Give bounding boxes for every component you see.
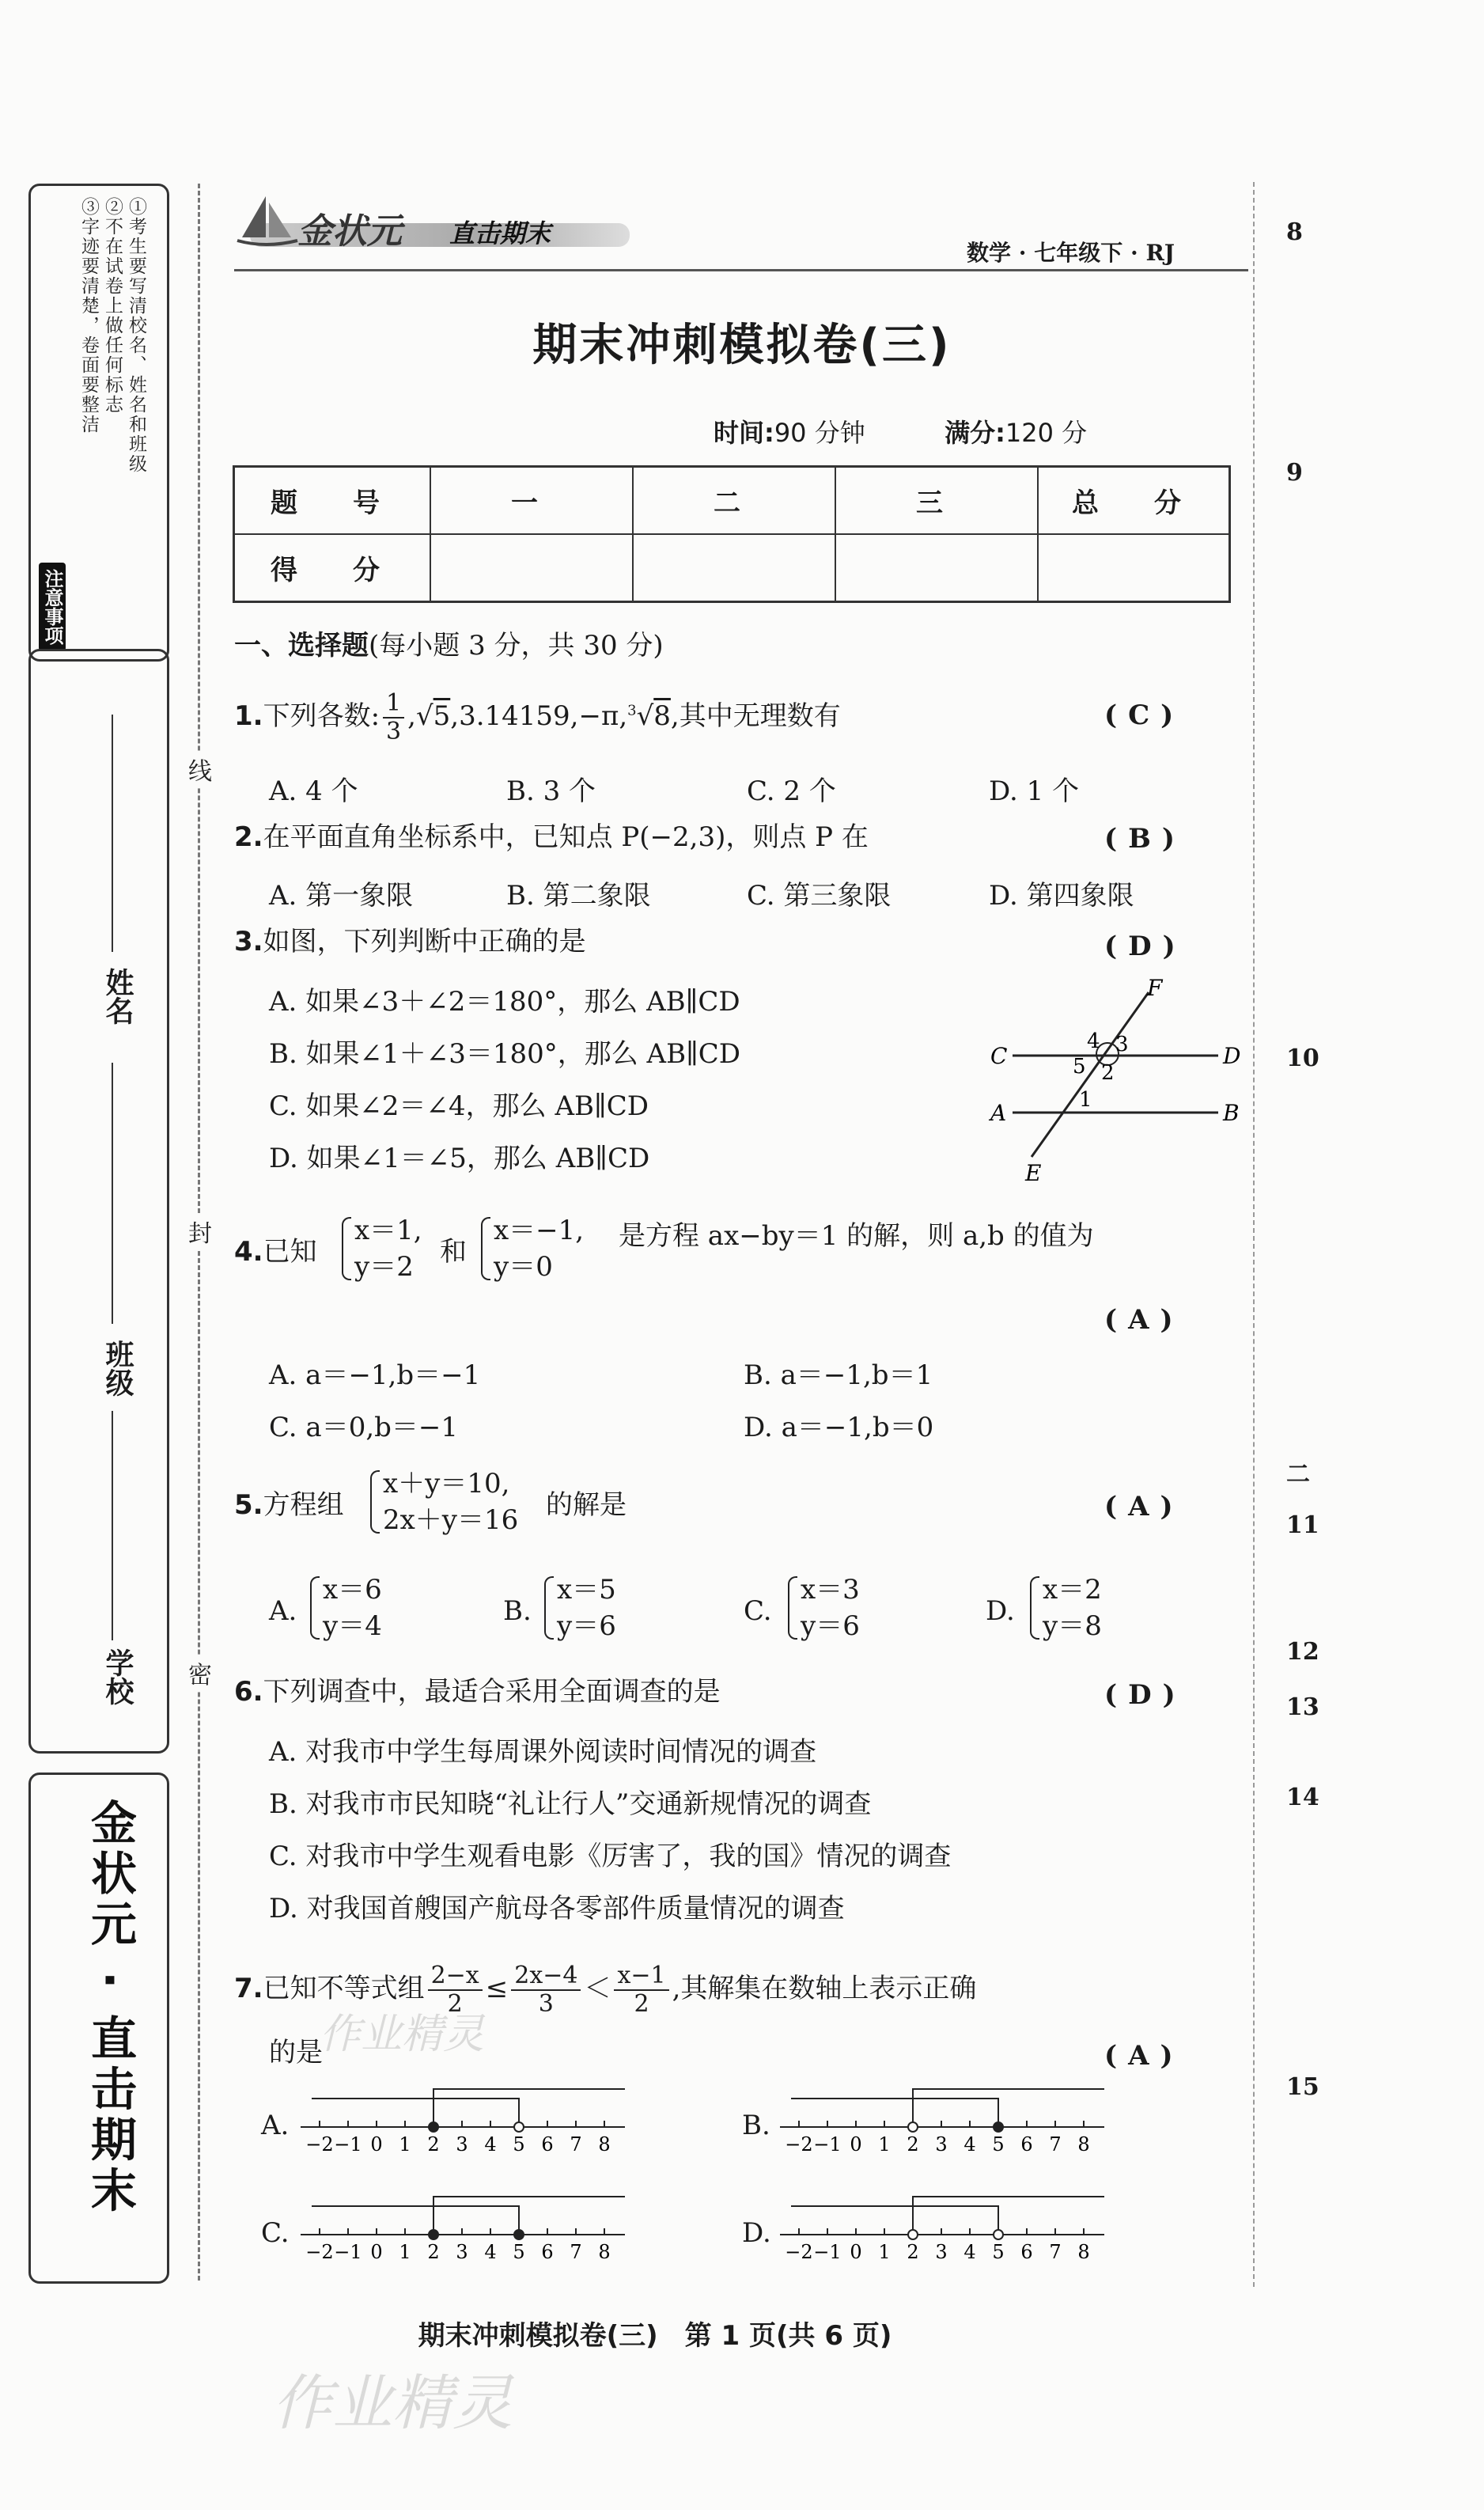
number-line-tick-label: 8 bbox=[598, 2241, 611, 2263]
figure-label-d: D bbox=[1223, 1043, 1241, 1069]
number-line-tick-label: 2 bbox=[907, 2241, 919, 2263]
right-number-15: 15 bbox=[1286, 2073, 1319, 2101]
q4-option-c[interactable]: C. a＝0,b＝−1 bbox=[269, 1412, 459, 1443]
number-line-tick-label: 0 bbox=[370, 2133, 383, 2155]
q3-option-a[interactable]: A. 如果∠3＋∠2＝180°，那么 AB∥CD bbox=[269, 986, 740, 1018]
question-1-answer: (C) bbox=[1104, 700, 1185, 731]
q5-option-a-letter[interactable]: A. bbox=[269, 1595, 297, 1627]
score-label: 满分: bbox=[945, 418, 1005, 448]
seal-word-line: 线 bbox=[188, 752, 212, 787]
logo bbox=[234, 188, 630, 260]
number-line-tick-label: 4 bbox=[484, 2133, 497, 2155]
seal-word-seal: 封 bbox=[188, 1214, 212, 1249]
q5-option-c-letter[interactable]: C. bbox=[744, 1595, 772, 1627]
section-1-note: (每小题 3 分，共 30 分) bbox=[369, 630, 664, 662]
notice-item-2: ②不在试卷上做任何标志 bbox=[102, 197, 123, 415]
number-line-tick-label: 3 bbox=[456, 2133, 468, 2155]
solution-bracket-right bbox=[312, 2099, 519, 2127]
q1-option-d[interactable]: D. 1 个 bbox=[989, 775, 1080, 807]
number-line-tick-label: −2 bbox=[305, 2241, 334, 2263]
angle-label-2: 2 bbox=[1101, 1061, 1115, 1085]
right-number-11: 11 bbox=[1286, 1511, 1319, 1539]
score-value: 120 分 bbox=[1005, 418, 1088, 448]
seal-word-secret: 密 bbox=[188, 1655, 212, 1690]
solution-bracket-right bbox=[312, 2206, 519, 2235]
question-5-stem: 5.方程组 bbox=[234, 1489, 344, 1521]
number-line-tick-label: 1 bbox=[399, 2133, 411, 2155]
score-header-cell: 三 bbox=[835, 467, 1038, 535]
q4-system-2: x＝−1, y＝0 bbox=[494, 1212, 584, 1285]
q6-option-d[interactable]: D. 对我国首艘国产航母各零部件质量情况的调查 bbox=[269, 1893, 845, 1924]
score-cell[interactable] bbox=[835, 534, 1038, 602]
score-cell[interactable] bbox=[430, 534, 633, 602]
open-endpoint bbox=[908, 2230, 918, 2239]
question-3-answer: (D) bbox=[1104, 931, 1187, 962]
number-line-tick-label: 1 bbox=[878, 2133, 891, 2155]
watermark: 作业精灵 bbox=[320, 2011, 485, 2058]
number-line-tick-label: 5 bbox=[513, 2133, 525, 2155]
q5-option-b-letter[interactable]: B. bbox=[503, 1595, 532, 1627]
right-section-2: 二 bbox=[1286, 1461, 1310, 1488]
notice-heading: 注意事项 bbox=[39, 563, 66, 651]
q7-fraction-2: $\frac{2x-4}{3}$ bbox=[511, 1962, 581, 2018]
q7-fraction-3: $\frac{x-1}{2}$ bbox=[614, 1962, 668, 2018]
q5-option-c[interactable]: x＝3 y＝6 bbox=[801, 1572, 860, 1644]
q7-option-a-letter[interactable]: A. bbox=[261, 2110, 290, 2141]
score-table-header-row bbox=[234, 467, 1230, 535]
right-number-13: 13 bbox=[1286, 1693, 1319, 1721]
q6-option-a[interactable]: A. 对我市中学生每周课外阅读时间情况的调查 bbox=[269, 1736, 817, 1768]
score-row-label: 得 分 bbox=[234, 534, 431, 602]
q6-option-b[interactable]: B. 对我市市民知晓“礼让行人”交通新规情况的调查 bbox=[269, 1788, 872, 1820]
angle-label-3: 3 bbox=[1115, 1033, 1129, 1056]
section-1-title: 一、选择题(每小题 3 分，共 30 分) bbox=[234, 630, 664, 662]
page-footer: 期末冲刺模拟卷(三) 第 1 页(共 6 页) bbox=[418, 2320, 892, 2352]
q5-option-d[interactable]: x＝2 y＝8 bbox=[1043, 1572, 1102, 1644]
q4-option-b[interactable]: B. a＝−1,b＝1 bbox=[744, 1359, 933, 1391]
fraction-one-third: $\frac{1}{3}$ bbox=[383, 690, 404, 745]
name-line[interactable] bbox=[112, 715, 113, 952]
q6-option-c[interactable]: C. 对我市中学生观看电影《厉害了，我的国》情况的调查 bbox=[269, 1841, 952, 1872]
q1-option-c[interactable]: C. 2 个 bbox=[747, 775, 836, 807]
number-line-tick-label: −1 bbox=[334, 2241, 362, 2263]
number-line-tick-label: −1 bbox=[813, 2241, 842, 2263]
question-2-stem: 2.在平面直角坐标系中，已知点 P(−2,3)，则点 P 在 bbox=[234, 821, 869, 853]
number-line-tick-label: 4 bbox=[963, 2241, 976, 2263]
open-endpoint bbox=[994, 2230, 1003, 2239]
number-line-tick-label: 5 bbox=[992, 2133, 1005, 2155]
figure-label-c: C bbox=[990, 1043, 1008, 1069]
question-7-answer: (A) bbox=[1104, 2040, 1184, 2072]
number-line-tick-label: 8 bbox=[1077, 2133, 1090, 2155]
subject-label: 数学 · 七年级下 · RJ bbox=[967, 240, 1175, 266]
number-line-tick-label: 7 bbox=[1049, 2241, 1062, 2263]
q7-option-d-number-line[interactable] bbox=[780, 2184, 1112, 2271]
q2-option-c[interactable]: C. 第三象限 bbox=[747, 880, 892, 912]
question-7-stem: 7.已知不等式组 $\frac{2-x}{2}$ ≤ $\frac{2x-4}{3}$ ＜ $\frac{x-1}{2}$ ,其解集在数轴上表示正确 bbox=[234, 1962, 977, 2018]
number-line-tick-label: 7 bbox=[570, 2241, 582, 2263]
number-line-tick-label: 3 bbox=[456, 2241, 468, 2263]
score-header-cell: 题 号 bbox=[234, 467, 431, 535]
closed-endpoint bbox=[429, 2122, 438, 2132]
school-label: 学校 bbox=[101, 1648, 134, 1705]
number-line-tick-label: 6 bbox=[1020, 2133, 1033, 2155]
notice-item-1: ①考生要写清校名、姓名和班级 bbox=[126, 197, 146, 474]
score-header-cell: 总 分 bbox=[1038, 467, 1230, 535]
closed-endpoint bbox=[514, 2230, 524, 2239]
figure-label-b: B bbox=[1223, 1100, 1240, 1126]
q7-option-b-number-line[interactable] bbox=[780, 2076, 1112, 2163]
open-endpoint bbox=[908, 2122, 918, 2132]
class-label: 班级 bbox=[101, 1340, 134, 1397]
student-info-box bbox=[28, 649, 169, 1754]
solution-bracket-right bbox=[791, 2099, 998, 2127]
logo-main-text: 金状元 bbox=[297, 211, 402, 252]
number-line-tick-label: 1 bbox=[878, 2241, 891, 2263]
number-line-tick-label: −2 bbox=[785, 2133, 813, 2155]
q4-and: 和 bbox=[440, 1236, 467, 1268]
number-line-tick-label: 0 bbox=[850, 2241, 862, 2263]
number-line-tick-label: 5 bbox=[513, 2241, 525, 2263]
q5-option-b[interactable]: x＝5 y＝6 bbox=[557, 1572, 616, 1644]
question-2-answer: (B) bbox=[1104, 823, 1186, 855]
q2-option-b[interactable]: B. 第二象限 bbox=[506, 880, 651, 912]
question-1-stem: 1.下列各数: $\frac{1}{3}$ ,√5,3.14159,−π,$^3$√8,其中无理数有 bbox=[234, 689, 841, 745]
q7-fraction-1: $\frac{2-x}{2}$ bbox=[428, 1962, 483, 2018]
notice-item-3: ③字迹要清楚，卷面要整洁 bbox=[78, 197, 99, 434]
number-line-tick-label: 8 bbox=[1077, 2241, 1090, 2263]
number-line-tick-label: 6 bbox=[1020, 2241, 1033, 2263]
number-line-tick-label: 6 bbox=[541, 2241, 554, 2263]
name-label: 姓名 bbox=[101, 968, 134, 1025]
q4-system-1: x＝1, y＝2 bbox=[354, 1212, 422, 1285]
number-line-tick-label: 0 bbox=[850, 2133, 862, 2155]
number-line-tick-label: 4 bbox=[484, 2241, 497, 2263]
score-table bbox=[233, 465, 1231, 603]
logo-sub-text: 直击期末 bbox=[449, 218, 551, 248]
q5-option-a[interactable]: x＝6 y＝4 bbox=[323, 1572, 382, 1644]
q1-option-a[interactable]: A. 4 个 bbox=[269, 775, 358, 807]
number-line-tick-label: −1 bbox=[334, 2133, 362, 2155]
question-6-answer: (D) bbox=[1104, 1679, 1187, 1711]
figure-label-a: A bbox=[990, 1100, 1007, 1126]
number-line-tick-label: 2 bbox=[427, 2133, 440, 2155]
q5-system: x＋y＝10, 2x＋y＝16 bbox=[383, 1465, 518, 1538]
number-line-tick-label: 6 bbox=[541, 2133, 554, 2155]
watermark: 作业精灵 bbox=[272, 2368, 513, 2438]
number-line-tick-label: −2 bbox=[785, 2241, 813, 2263]
q5-option-d-letter[interactable]: D. bbox=[986, 1595, 1015, 1627]
time-label: 时间: bbox=[714, 418, 774, 448]
question-7-stem-cont: 的是 bbox=[269, 2037, 323, 2068]
figure-label-f: F bbox=[1147, 975, 1163, 1001]
q7-option-c-letter[interactable]: C. bbox=[261, 2217, 290, 2249]
angle-label-5: 5 bbox=[1073, 1055, 1086, 1079]
page-title: 期末冲刺模拟卷(三) bbox=[532, 320, 952, 371]
score-table-score-row bbox=[234, 534, 1230, 602]
q3-option-d[interactable]: D. 如果∠1＝∠5，那么 AB∥CD bbox=[269, 1143, 650, 1174]
q7-option-c-number-line[interactable] bbox=[301, 2184, 633, 2271]
score-header-cell: 二 bbox=[633, 467, 835, 535]
q5-stem-tail: 的解是 bbox=[546, 1489, 627, 1521]
right-number-9: 9 bbox=[1286, 459, 1303, 487]
number-line-tick-label: 7 bbox=[570, 2133, 582, 2155]
question-4-answer: (A) bbox=[1104, 1304, 1184, 1336]
number-line-tick-label: 1 bbox=[399, 2241, 411, 2263]
angle-label-4: 4 bbox=[1087, 1029, 1100, 1053]
time-value: 90 分钟 bbox=[774, 418, 865, 448]
brand-box bbox=[28, 1773, 169, 2284]
q3-option-b[interactable]: B. 如果∠1＋∠3＝180°，那么 AB∥CD bbox=[269, 1038, 741, 1070]
score-cell[interactable] bbox=[633, 534, 835, 602]
angle-label-1: 1 bbox=[1079, 1088, 1092, 1112]
figure-label-e: E bbox=[1025, 1160, 1042, 1186]
right-number-12: 12 bbox=[1286, 1638, 1319, 1666]
q3-option-c[interactable]: C. 如果∠2＝∠4，那么 AB∥CD bbox=[269, 1090, 649, 1122]
q1-option-b[interactable]: B. 3 个 bbox=[506, 775, 596, 807]
brand-vertical-text: 金状元 · 直击期末 bbox=[83, 1799, 137, 2217]
solution-bracket-right bbox=[791, 2206, 998, 2235]
number-line-tick-label: 0 bbox=[370, 2241, 383, 2263]
q4-stem-tail: 是方程 ax−by＝1 的解，则 a,b 的值为 bbox=[619, 1220, 1094, 1252]
number-line-tick-label: 5 bbox=[992, 2241, 1005, 2263]
question-3-stem: 3.如图，下列判断中正确的是 bbox=[234, 926, 586, 957]
open-endpoint bbox=[514, 2122, 524, 2132]
question-5-answer: (A) bbox=[1104, 1491, 1184, 1522]
right-number-8: 8 bbox=[1286, 218, 1303, 246]
closed-endpoint bbox=[994, 2122, 1003, 2132]
number-line-tick-label: 4 bbox=[963, 2133, 976, 2155]
q2-option-d[interactable]: D. 第四象限 bbox=[989, 880, 1134, 912]
sailboat-icon bbox=[234, 188, 305, 252]
exam-info bbox=[714, 413, 1087, 449]
number-line-tick-label: 8 bbox=[598, 2133, 611, 2155]
q7-option-d-letter[interactable]: D. bbox=[742, 2217, 771, 2249]
q7-option-b-letter[interactable]: B. bbox=[742, 2110, 770, 2141]
number-line-tick-label: −2 bbox=[305, 2133, 334, 2155]
parallel-lines-figure bbox=[981, 973, 1242, 1187]
school-line[interactable] bbox=[112, 1411, 113, 1640]
number-line-tick-label: 3 bbox=[935, 2133, 948, 2155]
q4-option-a[interactable]: A. a＝−1,b＝−1 bbox=[269, 1359, 481, 1391]
closed-endpoint bbox=[429, 2230, 438, 2239]
number-line-tick-label: 2 bbox=[427, 2241, 440, 2263]
q4-option-d[interactable]: D. a＝−1,b＝0 bbox=[744, 1412, 934, 1443]
q2-option-a[interactable]: A. 第一象限 bbox=[269, 880, 414, 912]
q7-option-a-number-line[interactable] bbox=[301, 2076, 633, 2163]
question-6-stem: 6.下列调查中，最适合采用全面调查的是 bbox=[234, 1676, 721, 1708]
number-line-tick-label: 3 bbox=[935, 2241, 948, 2263]
question-4-stem: 4.已知 bbox=[234, 1236, 317, 1268]
right-margin-line bbox=[1253, 182, 1255, 2287]
header-rule bbox=[234, 269, 1248, 271]
score-header-cell: 一 bbox=[430, 467, 633, 535]
score-cell[interactable] bbox=[1038, 534, 1230, 602]
notice-box bbox=[28, 184, 169, 662]
number-line-tick-label: 2 bbox=[907, 2133, 919, 2155]
class-line[interactable] bbox=[112, 1063, 113, 1324]
number-line-tick-label: 7 bbox=[1049, 2133, 1062, 2155]
number-line-tick-label: −1 bbox=[813, 2133, 842, 2155]
right-number-14: 14 bbox=[1286, 1784, 1319, 1811]
right-number-10: 10 bbox=[1286, 1045, 1319, 1072]
